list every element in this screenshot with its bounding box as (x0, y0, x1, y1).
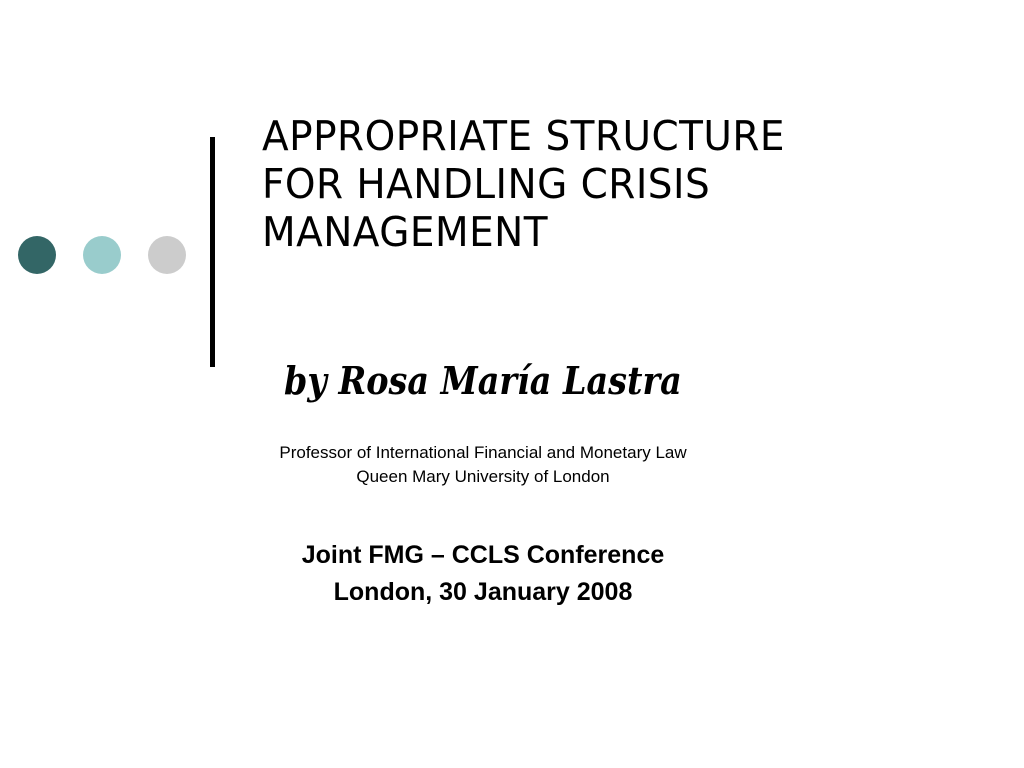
author-byline: by Rosa María Lastra (284, 358, 682, 403)
affiliation-line: Professor of International Financial and Monetary Law (279, 443, 687, 462)
slide-title (262, 112, 946, 256)
conference-info (192, 537, 774, 611)
vertical-divider (210, 137, 215, 367)
title-line: APPROPRIATE STRUCTURE (262, 112, 786, 160)
decorative-dot-light-teal (83, 236, 121, 274)
decorative-dot-gray (148, 236, 186, 274)
affiliation-line: Queen Mary University of London (356, 467, 610, 486)
title-line: FOR HANDLING CRISIS (262, 160, 711, 208)
conference-name: Joint FMG – CCLS Conference (301, 541, 665, 569)
conference-date: London, 30 January 2008 (333, 578, 633, 606)
author-affiliation (192, 441, 774, 489)
decorative-dot-dark-teal (18, 236, 56, 274)
title-line: MANAGEMENT (262, 208, 549, 256)
